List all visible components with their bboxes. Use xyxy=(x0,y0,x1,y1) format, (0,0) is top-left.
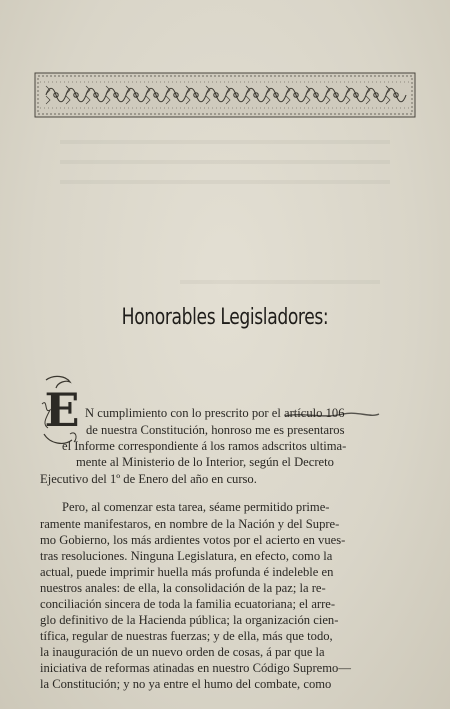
bleed-through-mark xyxy=(60,180,390,184)
text-line: nuestros anales: de ella, la consolidación de la paz; la re- xyxy=(40,581,326,595)
text-line: actual, puede imprimir huella más profunda é indeleble en xyxy=(40,565,334,579)
bleed-through-mark xyxy=(60,160,390,164)
text-line: de nuestra Constitución, honroso me es presentaros xyxy=(86,423,345,437)
text-line: mente al Ministerio de lo Interior, según el Decreto xyxy=(76,455,334,469)
text-line: tífica, regular de nuestras fuerzas; y de ella, más que todo, xyxy=(40,629,333,643)
dropcap-e-icon xyxy=(40,374,80,448)
text-line: conciliación sincera de toda la familia ecuatoriana; el arre- xyxy=(40,597,336,611)
text-line: Pero, al comenzar esta tarea, séame permitido prime- xyxy=(62,500,330,514)
text-line: ramente manifestaros, en nombre de la Nación y del Supre- xyxy=(40,517,340,531)
text-line: N cumplimiento con lo prescrito por el artículo 106 xyxy=(85,406,345,420)
ornament-band-icon xyxy=(34,72,416,118)
text-line: glo definitivo de la Hacienda pública; la organización cien- xyxy=(40,613,339,627)
text-line: tras resoluciones. Ninguna Legislatura, en efecto, como la xyxy=(40,549,333,563)
page-title: Honorables Legisladores: xyxy=(121,305,329,330)
text-line: el Informe correspondiente á los ramos adscritos ultima- xyxy=(62,439,347,453)
text-line: Ejecutivo del 1º de Enero del año en curso. xyxy=(40,472,257,486)
bleed-through-mark xyxy=(180,280,380,284)
text-line: iniciativa de reformas atinadas en nuestro Código Supremo— xyxy=(40,661,351,675)
dropcap-letter: E xyxy=(44,383,80,437)
text-line: la Constitución; y no ya entre el humo del combate, como xyxy=(40,677,332,691)
ink-stamp-icon xyxy=(283,408,381,422)
bleed-through-mark xyxy=(60,140,390,144)
text-line: la inauguración de un nuevo orden de cosas, á par que la xyxy=(40,645,325,659)
text-line: mo Gobierno, los más ardientes votos por el acierto en vues- xyxy=(40,533,346,547)
